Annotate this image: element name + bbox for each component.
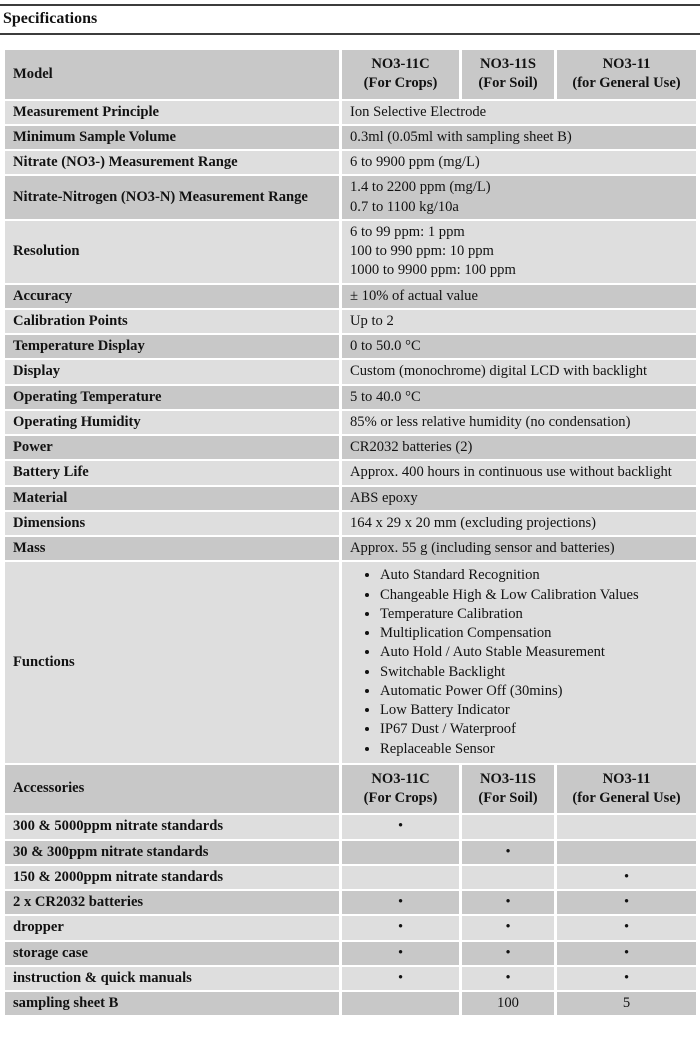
- spec-value-line: 6 to 9900 ppm (mg/L): [350, 154, 480, 170]
- accessory-included-mark: [462, 815, 554, 838]
- spec-row-label: Resolution: [5, 221, 339, 283]
- accessory-included-mark: [462, 866, 554, 889]
- accessory-included-mark: •: [462, 942, 554, 965]
- accessories-header-label: Accessories: [5, 765, 339, 814]
- accessory-row: [5, 891, 696, 914]
- function-item: • Automatic Power Off (30mins): [380, 682, 684, 701]
- column-header-no3-11s: [462, 765, 554, 814]
- spec-value-line: 5 to 40.0 °C: [350, 388, 421, 405]
- spec-row-label: Measurement Principle: [5, 101, 339, 124]
- spec-value-line: 100 to 990 ppm: 10 ppm: [350, 243, 494, 259]
- column-header-model-use: (For Soil): [478, 790, 538, 806]
- column-header-model-name: NO3-11C: [371, 770, 430, 787]
- spec-row-value: [342, 487, 696, 510]
- spec-row-value: [342, 562, 696, 763]
- specifications-table: [2, 48, 699, 1017]
- column-header-no3-11: [557, 765, 696, 814]
- spec-row: [5, 411, 696, 434]
- spec-row: [5, 151, 696, 174]
- spec-row-value: [342, 176, 696, 219]
- spec-row: [5, 386, 696, 409]
- spec-row-value: [342, 101, 696, 124]
- accessory-included-mark: 5: [557, 992, 696, 1015]
- accessory-included-mark: •: [342, 942, 459, 965]
- spec-value-line: Up to 2: [350, 312, 394, 329]
- accessory-included-mark: 100: [462, 992, 554, 1015]
- spec-row: [5, 537, 696, 560]
- function-item: • Replaceable Sensor: [380, 740, 684, 759]
- accessory-row-label: 300 & 5000ppm nitrate standards: [5, 815, 339, 838]
- accessory-included-mark: [342, 841, 459, 864]
- spec-row: [5, 221, 696, 283]
- spec-row: [5, 335, 696, 358]
- spec-row-label: Dimensions: [5, 512, 339, 535]
- column-header-model-use: (for General Use): [572, 790, 681, 806]
- accessory-row: [5, 967, 696, 990]
- spec-row-value: [342, 285, 696, 308]
- column-header-model-use: (For Crops): [363, 75, 438, 92]
- accessory-row: [5, 815, 696, 838]
- functions-list: [350, 564, 688, 761]
- spec-row-value: [342, 512, 696, 535]
- spec-row: [5, 310, 696, 333]
- spec-value-line: 0.3ml (0.05ml with sampling sheet B): [350, 128, 572, 145]
- spec-value-line: 6 to 99 ppm: 1 ppm: [350, 223, 465, 240]
- accessory-row: [5, 992, 696, 1015]
- title-top-rule: [0, 4, 700, 6]
- accessory-included-mark: [342, 992, 459, 1015]
- spec-value-line: Ion Selective Electrode: [350, 103, 487, 120]
- accessory-included-mark: •: [462, 967, 554, 990]
- spec-row: [5, 285, 696, 308]
- spec-row: [5, 360, 696, 383]
- spec-row-value: [342, 335, 696, 358]
- model-header-label: Model: [5, 50, 339, 99]
- spec-value-line: 1.4 to 2200 ppm (mg/L): [350, 179, 491, 196]
- accessory-included-mark: [557, 841, 696, 864]
- function-item: • Auto Hold / Auto Stable Measurement: [380, 643, 684, 662]
- accessory-row-label: 30 & 300ppm nitrate standards: [5, 841, 339, 864]
- column-header-no3-11s: [462, 50, 554, 99]
- spec-row: [5, 436, 696, 459]
- spec-value-line: 0 to 50.0 °C: [350, 338, 421, 354]
- spec-row: [5, 101, 696, 124]
- column-header-model-use: (for General Use): [572, 75, 681, 92]
- spec-row: [5, 461, 696, 484]
- spec-row-label: Battery Life: [5, 461, 339, 484]
- accessory-included-mark: •: [557, 967, 696, 990]
- spec-row: [5, 487, 696, 510]
- accessory-row-label: sampling sheet B: [5, 992, 339, 1015]
- spec-row-label: Nitrate (NO3-) Measurement Range: [5, 151, 339, 174]
- column-header-no3-11: [557, 50, 696, 99]
- spec-row-label: Temperature Display: [5, 335, 339, 358]
- column-header-no3-11c: [342, 765, 459, 814]
- function-item: • IP67 Dust / Waterproof: [380, 720, 684, 739]
- column-header-model-name: NO3-11C: [371, 56, 430, 72]
- column-header-model-name: NO3-11S: [480, 770, 536, 787]
- spec-row-label: Mass: [5, 537, 339, 560]
- accessory-row-label: instruction & quick manuals: [5, 967, 339, 990]
- accessory-included-mark: •: [342, 916, 459, 939]
- accessory-row: [5, 942, 696, 965]
- spec-row-value: [342, 537, 696, 560]
- spec-row-label: Material: [5, 487, 339, 510]
- accessories-header-row: [5, 765, 696, 814]
- spec-row: [5, 562, 696, 763]
- spec-value-line: 85% or less relative humidity (no condensation): [350, 413, 631, 430]
- spec-value-line: Approx. 55 g (including sensor and batteries): [350, 540, 615, 556]
- spec-row-label: Nitrate-Nitrogen (NO3-N) Measurement Range: [5, 176, 339, 219]
- accessory-included-mark: •: [557, 866, 696, 889]
- accessory-included-mark: •: [557, 916, 696, 939]
- accessory-row: [5, 866, 696, 889]
- spec-value-line: 1000 to 9900 ppm: 100 ppm: [350, 262, 516, 279]
- function-item: • Changeable High & Low Calibration Values: [380, 586, 684, 605]
- accessory-included-mark: •: [462, 891, 554, 914]
- spec-row-value: [342, 360, 696, 383]
- spec-row: [5, 512, 696, 535]
- column-header-model-name: NO3-11: [602, 770, 651, 787]
- spec-value-line: ABS epoxy: [350, 489, 418, 506]
- spec-row-label: Minimum Sample Volume: [5, 126, 339, 149]
- spec-row-value: [342, 126, 696, 149]
- function-item: • Multiplication Compensation: [380, 624, 684, 643]
- accessory-included-mark: •: [557, 942, 696, 965]
- spec-row-value: [342, 386, 696, 409]
- column-header-no3-11c: [342, 50, 459, 99]
- spec-row-value: [342, 151, 696, 174]
- accessory-included-mark: •: [462, 916, 554, 939]
- model-header-row: [5, 50, 696, 99]
- accessory-row: [5, 841, 696, 864]
- spec-row-label: Calibration Points: [5, 310, 339, 333]
- accessory-included-mark: •: [342, 815, 459, 838]
- spec-value-line: CR2032 batteries (2): [350, 439, 473, 455]
- accessory-row-label: dropper: [5, 916, 339, 939]
- column-header-model-name: NO3-11S: [480, 56, 536, 72]
- accessory-row-label: 2 x CR2032 batteries: [5, 891, 339, 914]
- accessory-included-mark: •: [342, 967, 459, 990]
- accessory-included-mark: •: [462, 841, 554, 864]
- spec-row: [5, 176, 696, 219]
- column-header-model-use: (For Soil): [478, 75, 538, 92]
- spec-value-line: ± 10% of actual value: [350, 287, 478, 304]
- spec-value-line: Custom (monochrome) digital LCD with backlight: [350, 363, 648, 380]
- title-bottom-rule: [0, 33, 700, 35]
- accessory-included-mark: [557, 815, 696, 838]
- accessory-included-mark: •: [342, 891, 459, 914]
- spec-value-line: 164 x 29 x 20 mm (excluding projections): [350, 514, 597, 531]
- spec-row-value: [342, 310, 696, 333]
- spec-row: [5, 126, 696, 149]
- spec-row-value: [342, 436, 696, 459]
- spec-row-label: Operating Temperature: [5, 386, 339, 409]
- column-header-model-name: NO3-11: [602, 56, 651, 72]
- spec-value-line: 0.7 to 1100 kg/10a: [350, 198, 459, 215]
- accessory-row-label: storage case: [5, 942, 339, 965]
- spec-row-label: Functions: [5, 562, 339, 763]
- accessory-included-mark: •: [557, 891, 696, 914]
- accessory-row-label: 150 & 2000ppm nitrate standards: [5, 866, 339, 889]
- function-item: • Low Battery Indicator: [380, 701, 684, 720]
- title-block: [0, 0, 700, 35]
- page-title: Specifications: [3, 10, 98, 27]
- function-item: • Temperature Calibration: [380, 605, 684, 624]
- spec-row-label: Power: [5, 436, 339, 459]
- spec-row-label: Display: [5, 360, 339, 383]
- accessory-included-mark: [342, 866, 459, 889]
- spec-row-value: [342, 411, 696, 434]
- spec-row-value: [342, 461, 696, 484]
- spec-row-value: [342, 221, 696, 283]
- function-item: • Auto Standard Recognition: [380, 566, 684, 585]
- spec-value-line: Approx. 400 hours in continuous use without backlight: [350, 464, 672, 481]
- accessory-row: [5, 916, 696, 939]
- spec-row-label: Operating Humidity: [5, 411, 339, 434]
- function-item: • Switchable Backlight: [380, 663, 684, 682]
- spec-row-label: Accuracy: [5, 285, 339, 308]
- column-header-model-use: (For Crops): [363, 790, 438, 806]
